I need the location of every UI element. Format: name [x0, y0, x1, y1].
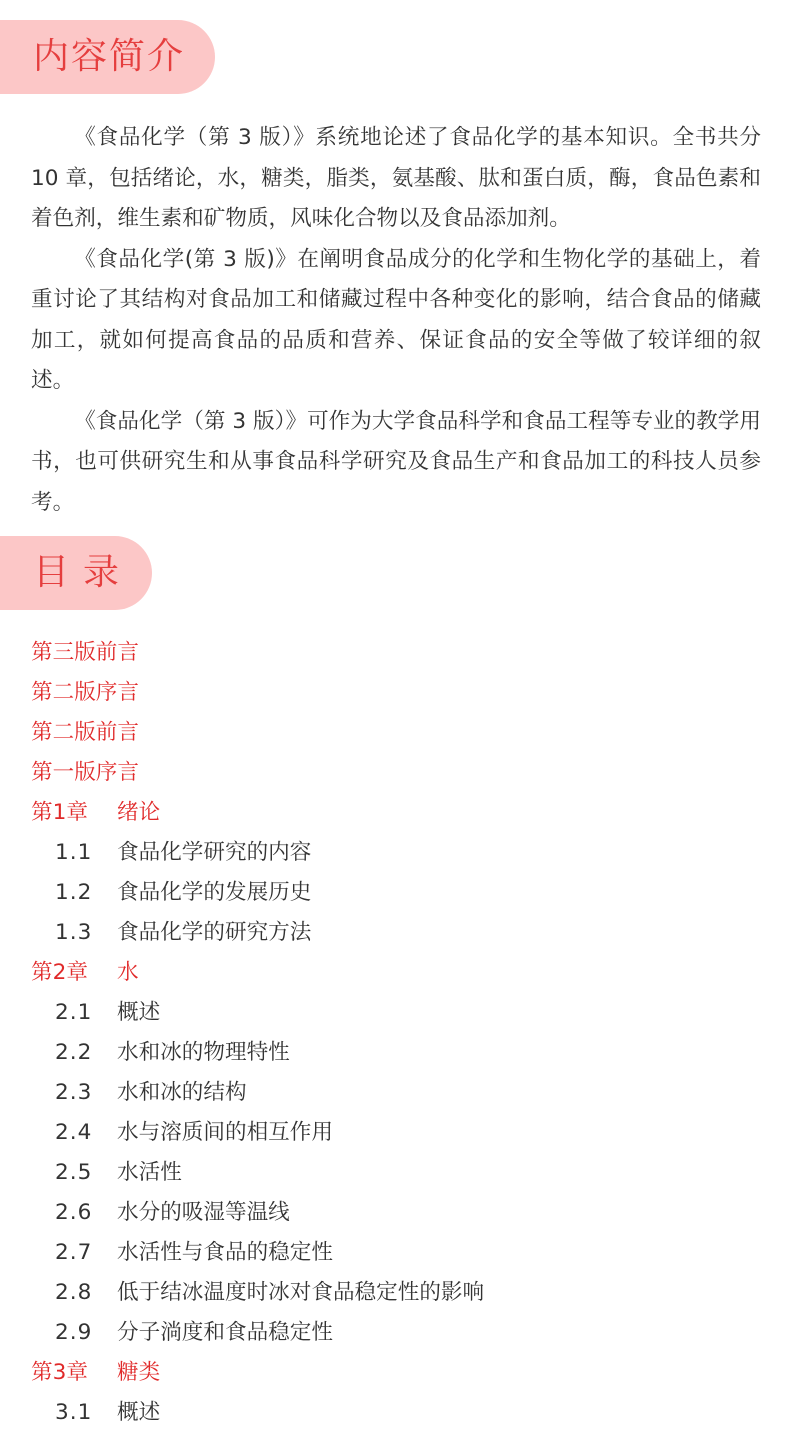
section-number: 2.4 [55, 1120, 93, 1145]
chapter-number: 第1章 [31, 800, 88, 825]
toc-section-link[interactable] [0, 1033, 790, 1073]
toc-section-header: 目录 [0, 536, 152, 610]
section-number: 2.1 [55, 1000, 93, 1025]
section-title: 食品化学的发展历史 [117, 880, 312, 905]
section-title: 水与溶质间的相互作用 [117, 1120, 333, 1145]
section-title: 水分的吸湿等温线 [117, 1200, 290, 1225]
section-title: 食品化学研究的内容 [117, 840, 312, 865]
toc-front-matter-link[interactable]: 第二版前言 [31, 720, 139, 745]
toc-front-matter-link[interactable]: 第一版序言 [31, 760, 139, 785]
toc-chapter-link[interactable] [0, 793, 790, 833]
section-number: 1.2 [55, 880, 93, 905]
chapter-title: 糖类 [117, 1360, 161, 1385]
section-title: 水和冰的结构 [117, 1080, 247, 1105]
toc-section-link[interactable] [0, 873, 790, 913]
table-of-contents [0, 633, 790, 1433]
section-title: 水和冰的物理特性 [117, 1040, 290, 1065]
section-title: 水活性 [117, 1160, 182, 1185]
section-number: 2.7 [55, 1240, 93, 1265]
toc-section-link[interactable] [0, 1073, 790, 1113]
section-number: 2.5 [55, 1160, 93, 1185]
toc-section-link[interactable] [0, 993, 790, 1033]
toc-section-link[interactable] [0, 1153, 790, 1193]
chapter-title: 水 [117, 960, 139, 985]
toc-front-matter-link[interactable]: 第二版序言 [31, 680, 139, 705]
intro-section-header: 内容简介 [0, 20, 215, 94]
section-title: 低于结冰温度时冰对食品稳定性的影响 [117, 1280, 485, 1305]
chapter-number: 第2章 [31, 960, 88, 985]
intro-paragraph: 《食品化学（第 3 版）》系统地论述了食品化学的基本知识。全书共分 10 章，包括绪论，水，糖类，脂类，氨基酸、肽和蛋白质，酶，食品色素和着色剂，维生素和矿物质，风味化合物以及食品添加剂。 [31, 125, 761, 231]
intro-paragraph: 《食品化学(第 3 版)》在阐明食品成分的化学和生物化学的基础上，着重讨论了其结构对食品加工和储藏过程中各种变化的影响，结合食品的储藏加工，就如何提高食品的品质和营养、保证食品的安全等做了较详细的叙述。 [31, 246, 761, 393]
section-number: 3.1 [55, 1400, 93, 1425]
toc-front-matter-link[interactable]: 第三版前言 [31, 640, 139, 665]
toc-section-link[interactable] [0, 1273, 790, 1313]
chapter-title: 绪论 [117, 800, 161, 825]
section-title: 水活性与食品的稳定性 [117, 1240, 333, 1265]
toc-section-link[interactable] [0, 1313, 790, 1353]
toc-section-link[interactable] [0, 1113, 790, 1153]
section-number: 2.9 [55, 1320, 93, 1345]
toc-chapter-link[interactable] [0, 953, 790, 993]
section-number: 1.1 [55, 840, 93, 865]
toc-section-link[interactable] [0, 913, 790, 953]
intro-paragraph: 《食品化学（第 3 版）》可作为大学食品科学和食品工程等专业的教学用书，也可供研究生和从事食品科学研究及食品生产和食品加工的科技人员参考。 [31, 408, 761, 515]
section-number: 2.8 [55, 1280, 93, 1305]
section-title: 食品化学的研究方法 [117, 920, 312, 945]
toc-section-link[interactable] [0, 1393, 790, 1433]
intro-body [31, 118, 761, 523]
section-number: 2.2 [55, 1040, 93, 1065]
section-number: 2.6 [55, 1200, 93, 1225]
section-number: 1.3 [55, 920, 93, 945]
toc-chapter-link[interactable] [0, 1353, 790, 1393]
toc-section-link[interactable] [0, 1233, 790, 1273]
chapter-number: 第3章 [31, 1360, 88, 1385]
toc-section-link[interactable] [0, 1193, 790, 1233]
section-number: 2.3 [55, 1080, 93, 1105]
section-title: 概述 [117, 1000, 161, 1025]
section-title: 分子淌度和食品稳定性 [117, 1320, 333, 1345]
toc-section-link[interactable] [0, 833, 790, 873]
section-title: 概述 [117, 1400, 161, 1425]
